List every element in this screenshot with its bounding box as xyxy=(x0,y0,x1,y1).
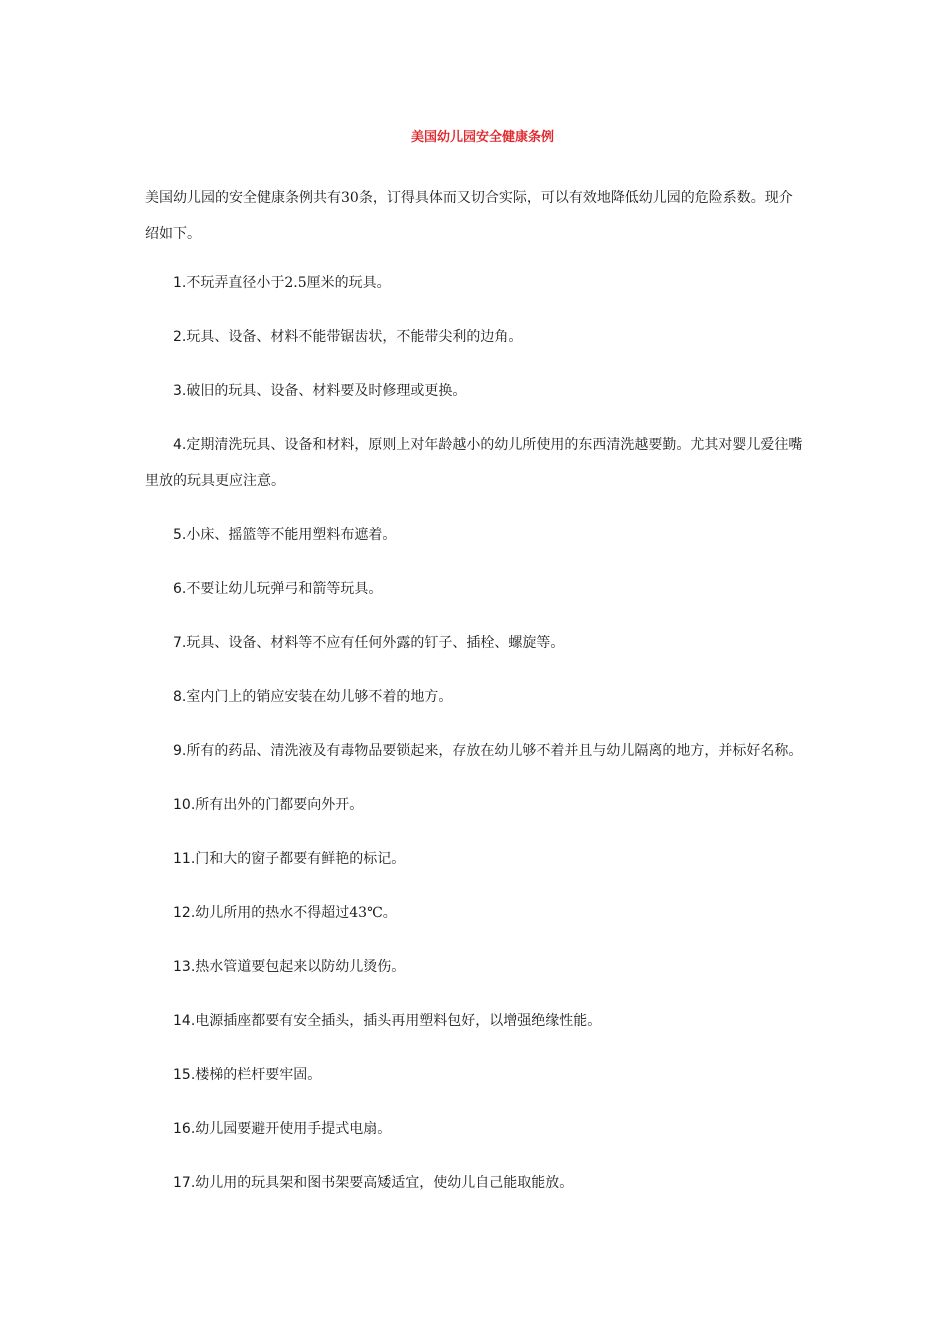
item-text: 楼梯的栏杆要牢固。 xyxy=(195,1067,322,1083)
item-text: 电源插座都要有安全插头，插头再用塑料包好，以增强绝缘性能。 xyxy=(195,1013,602,1029)
item-text: 不玩弄直径小于2.5厘米的玩具。 xyxy=(186,275,391,291)
list-item xyxy=(145,679,815,715)
list-item xyxy=(145,895,815,931)
list-item xyxy=(145,373,815,409)
list-item xyxy=(145,427,815,499)
document-title: 美国幼儿园安全健康条例 xyxy=(410,130,554,145)
list-item xyxy=(145,733,815,769)
item-number: 7. xyxy=(173,635,187,651)
item-number: 15. xyxy=(173,1067,196,1083)
list-item xyxy=(145,949,815,985)
item-number: 14. xyxy=(173,1013,196,1029)
item-number: 12. xyxy=(173,905,196,921)
list-item xyxy=(145,1111,815,1147)
item-number: 17. xyxy=(173,1175,196,1191)
item-text: 热水管道要包起来以防幼儿烫伤。 xyxy=(195,959,406,975)
item-number: 8. xyxy=(173,689,187,705)
item-number: 9. xyxy=(173,743,187,759)
intro-paragraph: 美国幼儿园的安全健康条例共有30条，订得具体而又切合实际，可以有效地降低幼儿园的危险系数。现介绍如下。 xyxy=(145,190,793,242)
regulation-list xyxy=(145,265,815,1219)
item-text: 玩具、设备、材料不能带锯齿状，不能带尖利的边角。 xyxy=(186,329,523,345)
item-number: 6. xyxy=(173,581,187,597)
item-text: 所有的药品、清洗液及有毒物品要锁起来，存放在幼儿够不着并且与幼儿隔离的地方，并标好名称。 xyxy=(186,743,803,759)
item-number: 13. xyxy=(173,959,196,975)
item-text: 不要让幼儿玩弹弓和箭等玩具。 xyxy=(186,581,383,597)
list-item xyxy=(145,1057,815,1093)
list-item xyxy=(145,319,815,355)
list-item xyxy=(145,841,815,877)
list-item xyxy=(145,1165,815,1201)
item-number: 3. xyxy=(173,383,187,399)
list-item xyxy=(145,517,815,553)
list-item xyxy=(145,625,815,661)
item-text: 幼儿所用的热水不得超过43℃。 xyxy=(195,905,397,921)
item-text: 所有出外的门都要向外开。 xyxy=(195,797,364,813)
item-text: 幼儿用的玩具架和图书架要高矮适宜，使幼儿自己能取能放。 xyxy=(195,1175,574,1191)
item-text: 小床、摇篮等不能用塑料布遮着。 xyxy=(186,527,397,543)
item-number: 1. xyxy=(173,275,187,291)
item-number: 10. xyxy=(173,797,196,813)
item-number: 11. xyxy=(173,851,196,867)
list-item xyxy=(145,571,815,607)
list-item xyxy=(145,265,815,301)
item-text: 室内门上的销应安装在幼儿够不着的地方。 xyxy=(186,689,453,705)
item-number: 2. xyxy=(173,329,187,345)
item-text: 玩具、设备、材料等不应有任何外露的钉子、插栓、螺旋等。 xyxy=(186,635,565,651)
item-number: 5. xyxy=(173,527,187,543)
item-text: 破旧的玩具、设备、材料要及时修理或更换。 xyxy=(186,383,467,399)
list-item xyxy=(145,787,815,823)
item-number: 4. xyxy=(173,437,187,453)
item-text: 定期清洗玩具、设备和材料，原则上对年龄越小的幼儿所使用的东西清洗越要勤。尤其对婴儿爱往嘴里放的玩具更应注意。 xyxy=(145,437,803,489)
list-item xyxy=(145,1003,815,1039)
item-text: 门和大的窗子都要有鲜艳的标记。 xyxy=(195,851,406,867)
item-number: 16. xyxy=(173,1121,196,1137)
item-text: 幼儿园要避开使用手提式电扇。 xyxy=(195,1121,392,1137)
